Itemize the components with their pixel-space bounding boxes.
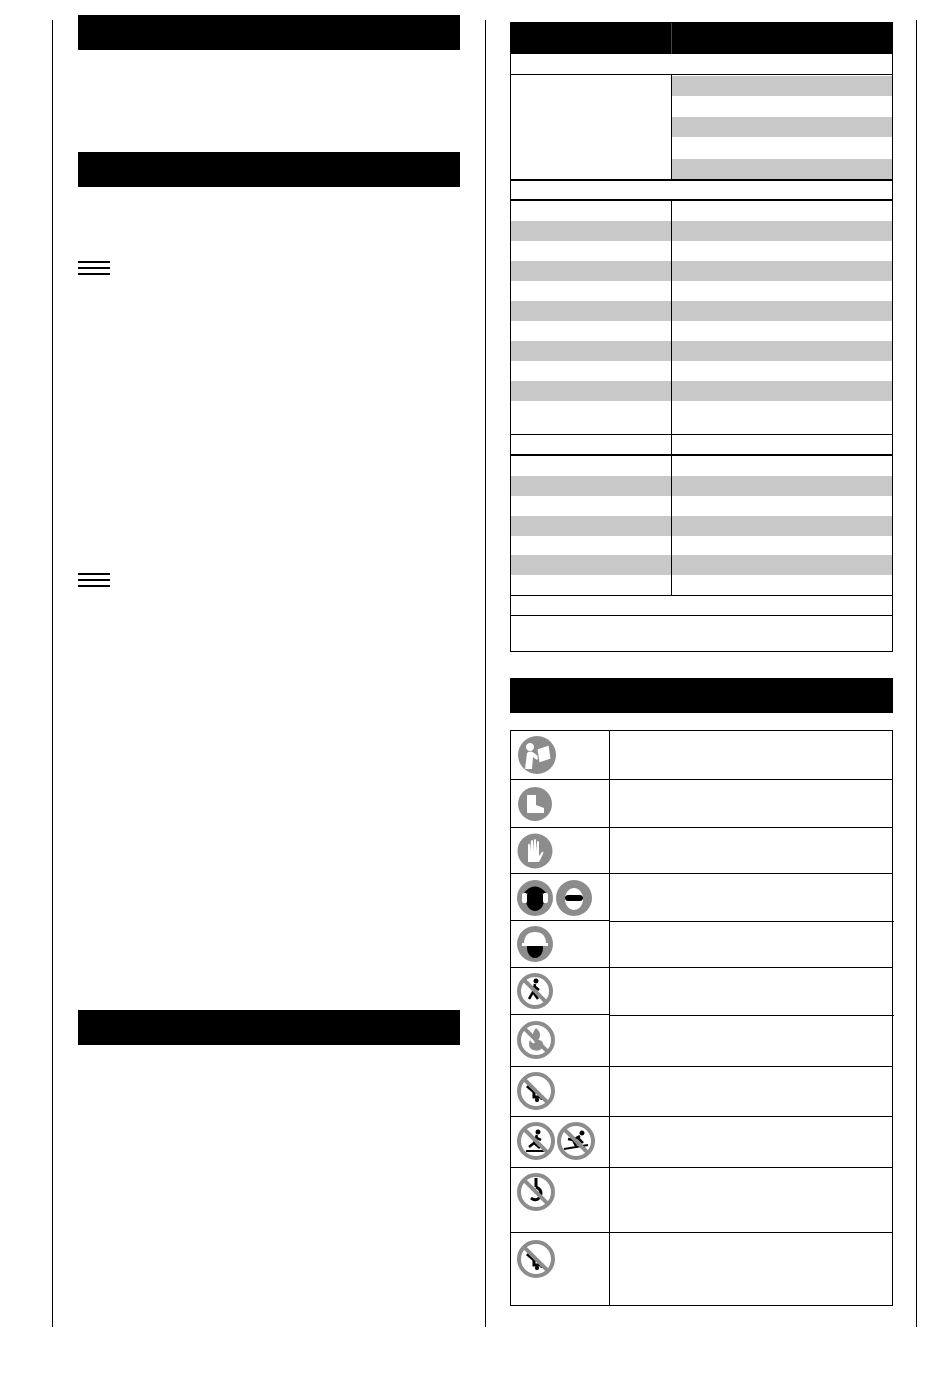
- safety-boots-icon: [517, 786, 553, 822]
- header-separator: [671, 23, 672, 54]
- row-divider: [511, 1232, 892, 1233]
- table-row-shaded: [672, 159, 892, 179]
- row-divider: [511, 74, 892, 75]
- ear-protection-icon: [516, 879, 554, 917]
- no-climbing-icon: [516, 1121, 556, 1161]
- row-divider: [511, 827, 892, 828]
- menu-icon: [78, 261, 110, 279]
- table-row-shaded: [511, 261, 892, 281]
- table-row-shaded: [511, 476, 892, 496]
- section-heading-bar-2: [78, 152, 460, 187]
- row-divider: [511, 1167, 892, 1168]
- row-divider: [511, 1014, 609, 1015]
- table-row-shaded: [511, 381, 892, 401]
- column-divider: [671, 221, 672, 435]
- no-transport-icon: [516, 1071, 556, 1111]
- no-smoking-icon: [516, 1020, 556, 1060]
- table-row-shaded: [672, 76, 892, 96]
- row-divider: [511, 595, 892, 596]
- row-divider: [511, 873, 892, 874]
- menu-icon-2: [78, 573, 110, 591]
- row-divider: [511, 967, 892, 968]
- safety-goggles-icon: [555, 879, 593, 917]
- safety-gloves-icon: [517, 832, 553, 870]
- row-divider: [511, 1066, 892, 1067]
- right-margin-line: [916, 20, 917, 1327]
- row-divider: [511, 1116, 892, 1117]
- safety-symbols-table: [510, 730, 893, 1306]
- row-divider: [511, 454, 892, 456]
- section-heading-bar-3: [78, 1010, 460, 1045]
- row-divider: [511, 779, 892, 780]
- row-divider: [511, 920, 609, 921]
- symbols-heading-bar: [510, 678, 893, 713]
- no-pedestrians-icon: [516, 972, 554, 1010]
- left-margin-line: [52, 20, 53, 1327]
- row-divider: [511, 615, 892, 616]
- no-crane-hook-icon: [516, 1172, 556, 1212]
- row-divider: [609, 1015, 894, 1016]
- row-divider: [609, 921, 894, 922]
- table-row-shaded: [511, 516, 892, 536]
- row-divider: [511, 179, 892, 181]
- row-divider: [511, 199, 892, 201]
- table-row-shaded: [511, 555, 892, 575]
- no-stepping-icon: [556, 1121, 596, 1161]
- section-heading-bar-1: [78, 15, 460, 50]
- center-divider-line: [485, 20, 486, 1327]
- table-row-shaded: [511, 221, 892, 241]
- no-transport-icon-2: [516, 1239, 556, 1279]
- column-divider: [671, 476, 672, 596]
- column-divider: [671, 435, 672, 455]
- hard-hat-icon: [516, 925, 554, 963]
- column-divider: [609, 731, 610, 1305]
- table-row-shaded: [511, 301, 892, 321]
- table-row-shaded: [672, 117, 892, 137]
- table-header: [511, 23, 892, 54]
- row-divider: [511, 434, 892, 435]
- table-row-shaded: [511, 341, 892, 361]
- technical-data-table: [510, 22, 893, 652]
- manual-reading-icon: [517, 735, 557, 775]
